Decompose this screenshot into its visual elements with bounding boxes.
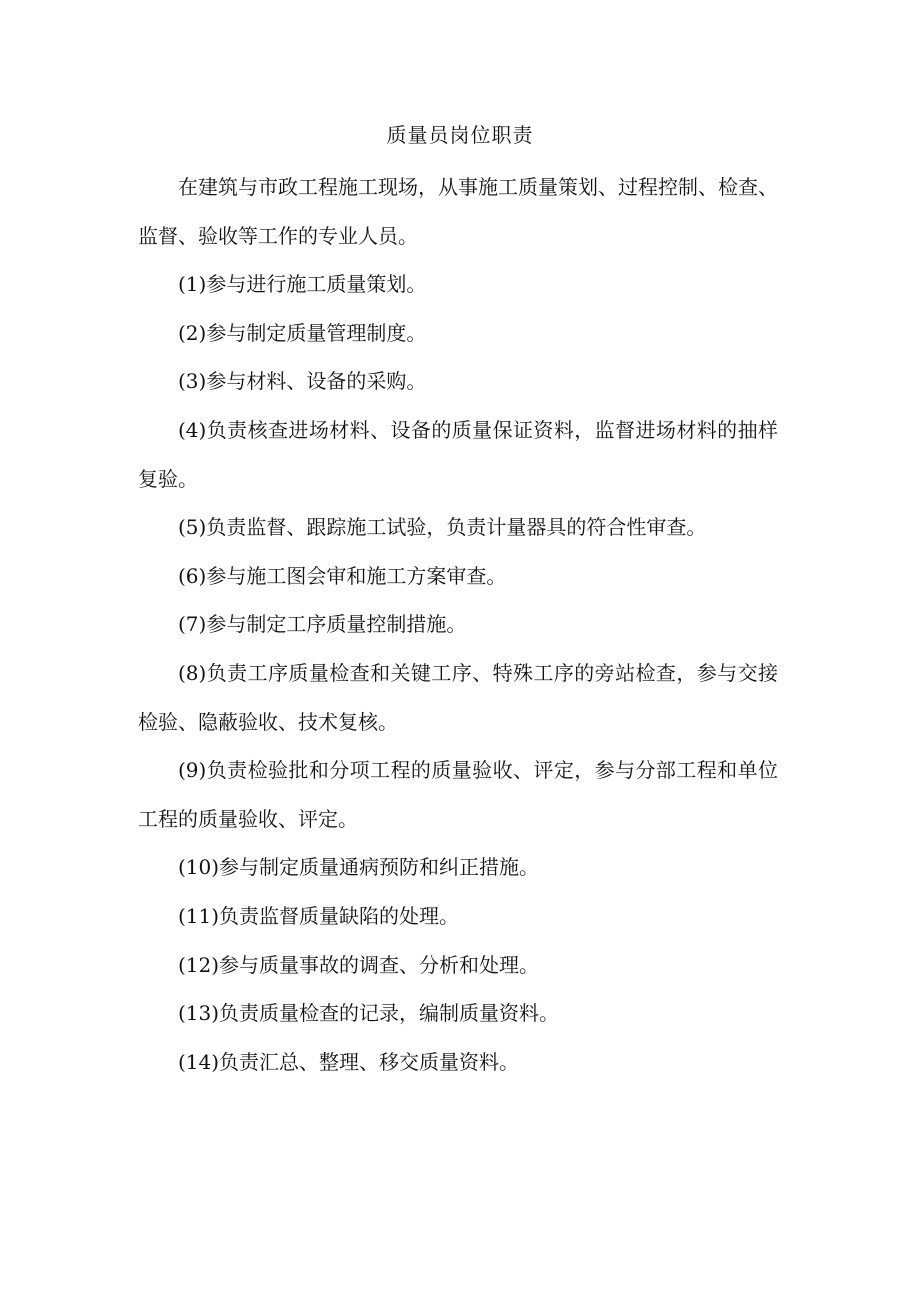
- duty-item-8: (8)负责工序质量检查和关键工序、特殊工序的旁站检查，参与交接检验、隐蔽验收、技术复核。: [138, 660, 778, 734]
- duty-item-1: (1)参与进行施工质量策划。: [178, 272, 427, 297]
- duty-item-11: (11)负责监督质量缺陷的处理。: [178, 903, 460, 928]
- duty-item-5: (5)负责监督、跟踪施工试验，负责计量器具的符合性审查。: [178, 515, 707, 540]
- duty-item-13: (13)负责质量检查的记录，编制质量资料。: [178, 1001, 560, 1026]
- document-body: [138, 163, 778, 1086]
- duty-item-6: (6)参与施工图会审和施工方案审查。: [178, 563, 507, 588]
- duty-item-3: (3)参与材料、设备的采购。: [178, 369, 427, 394]
- document-title: 质量员岗位职责: [386, 123, 534, 147]
- intro-paragraph: 在建筑与市政工程施工现场，从事施工质量策划、过程控制、检查、监督、验收等工作的专业人员。: [138, 175, 778, 248]
- duty-item-9: (9)负责检验批和分项工程的质量验收、评定，参与分部工程和单位工程的质量验收、评定。: [138, 758, 778, 831]
- duty-item-4: (4)负责核查进场材料、设备的质量保证资料，监督进场材料的抽样复验。: [138, 417, 778, 491]
- duty-item-14: (14)负责汇总、整理、移交质量资料。: [178, 1049, 520, 1074]
- duty-item-10: (10)参与制定质量通病预防和纠正措施。: [178, 855, 540, 880]
- duty-item-2: (2)参与制定质量管理制度。: [178, 320, 427, 345]
- duty-item-7: (7)参与制定工序质量控制措施。: [178, 612, 467, 637]
- duty-item-12: (12)参与质量事故的调查、分析和处理。: [178, 952, 540, 977]
